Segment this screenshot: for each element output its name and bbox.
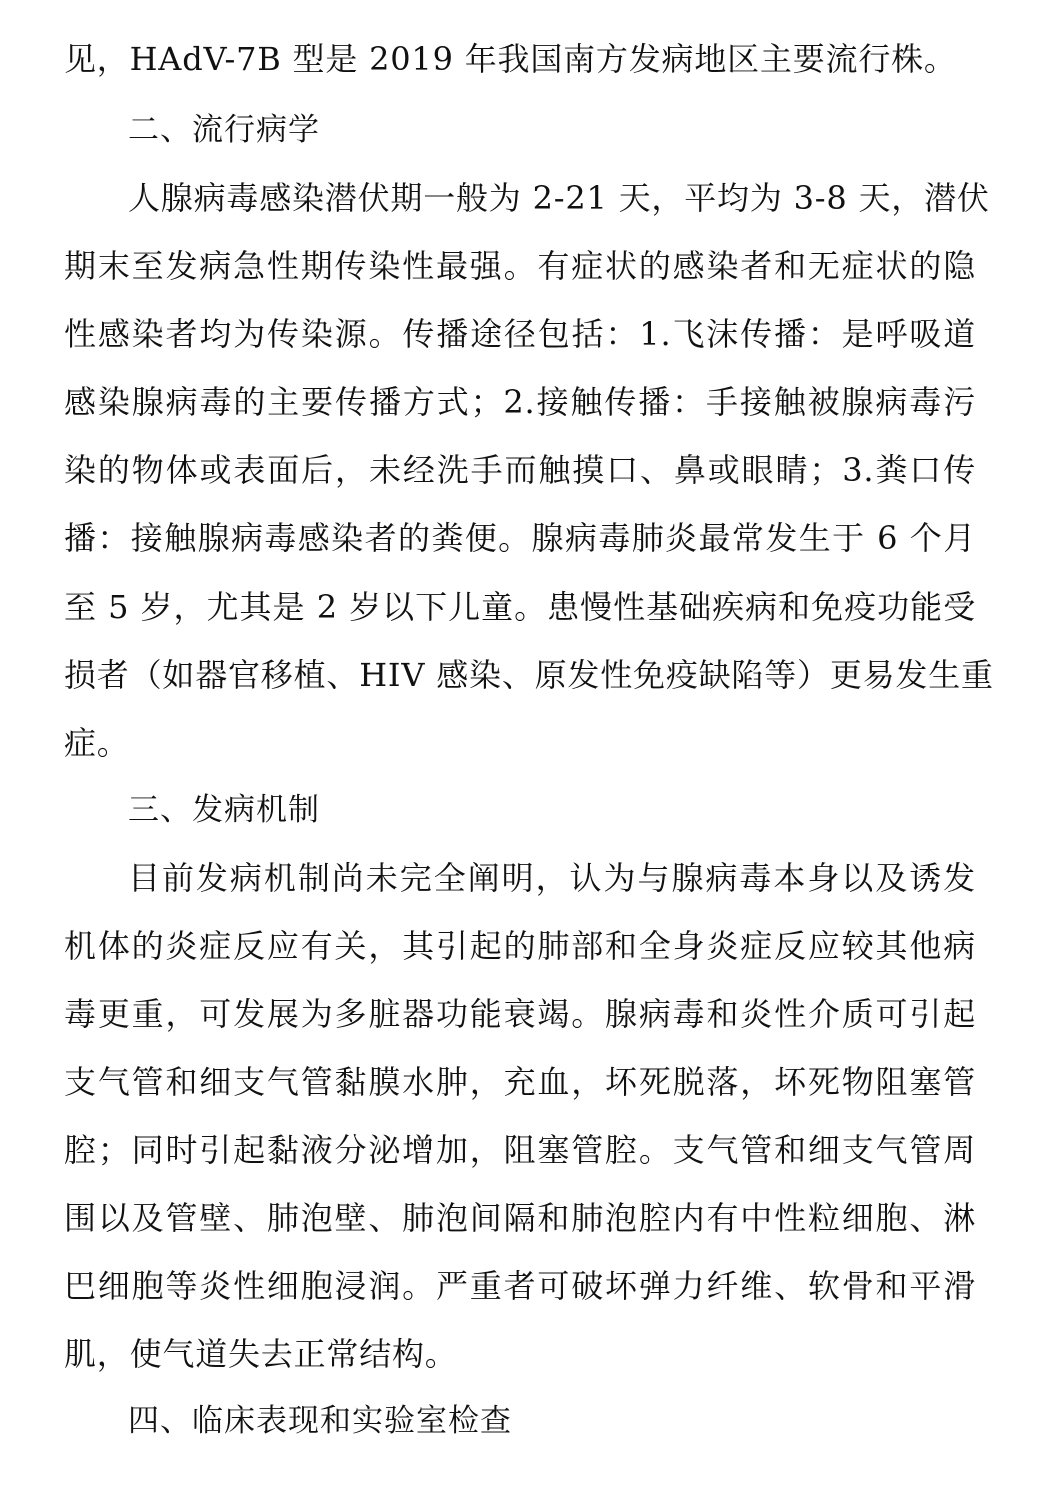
paragraph-line: 巴细胞等炎性细胞浸润。严重者可破坏弹力纤维、软骨和平滑 [64, 1267, 976, 1305]
paragraph-line: 感染腺病毒的主要传播方式；2.接触传播：手接触被腺病毒污 [64, 383, 976, 421]
paragraph-line: 染的物体或表面后，未经洗手而触摸口、鼻或眼睛；3.粪口传 [64, 451, 976, 489]
paragraph-line: 损者（如器官移植、HIV 感染、原发性免疫缺陷等）更易发生重 [64, 656, 994, 694]
paragraph-line: 人腺病毒感染潜伏期一般为 2-21 天，平均为 3-8 天，潜伏 [128, 179, 990, 217]
paragraph-line: 机体的炎症反应有关，其引起的肺部和全身炎症反应较其他病 [64, 927, 976, 965]
paragraph-line: 围以及管壁、肺泡壁、肺泡间隔和肺泡腔内有中性粒细胞、淋 [64, 1199, 976, 1237]
paragraph-line: 腔；同时引起黏液分泌增加，阻塞管腔。支气管和细支气管周 [64, 1131, 976, 1169]
paragraph-line: 至 5 岁，尤其是 2 岁以下儿童。患慢性基础疾病和免疫功能受 [64, 588, 976, 626]
paragraph-line: 期末至发病急性期传染性最强。有症状的感染者和无症状的隐 [64, 247, 976, 285]
paragraph-line: 肌，使气道失去正常结构。 [64, 1335, 458, 1373]
continuation-line: 见，HAdV-7B 型是 2019 年我国南方发病地区主要流行株。 [64, 40, 957, 78]
paragraph-line: 支气管和细支气管黏膜水肿，充血，坏死脱落，坏死物阻塞管 [64, 1063, 976, 1101]
section-heading-clinical: 四、临床表现和实验室检查 [128, 1403, 512, 1439]
paragraph-line: 症。 [64, 724, 130, 762]
paragraph-line: 播：接触腺病毒感染者的粪便。腺病毒肺炎最常发生于 6 个月 [64, 519, 976, 557]
paragraph-line: 毒更重，可发展为多脏器功能衰竭。腺病毒和炎性介质可引起 [64, 995, 976, 1033]
paragraph-line: 目前发病机制尚未完全阐明，认为与腺病毒本身以及诱发 [128, 859, 976, 897]
paragraph-line: 性感染者均为传染源。传播途径包括：1.飞沫传播：是呼吸道 [64, 315, 976, 353]
section-heading-epidemiology: 二、流行病学 [128, 112, 320, 148]
section-heading-pathogenesis: 三、发病机制 [128, 792, 320, 828]
